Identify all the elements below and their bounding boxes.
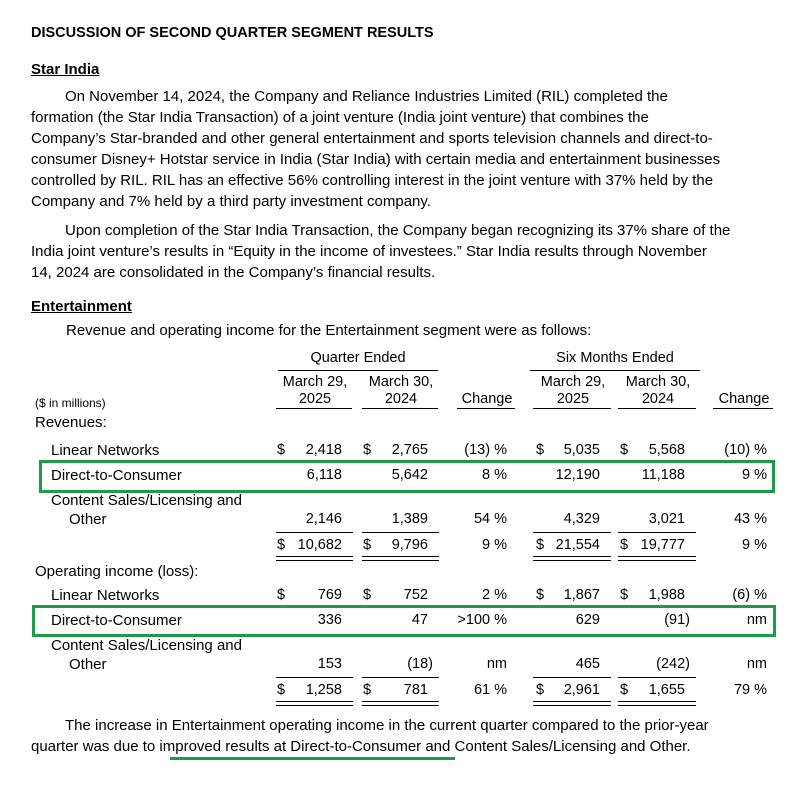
col-header-line: March 29, — [540, 374, 606, 390]
total-cell: 19,777 — [640, 537, 685, 553]
change-cell: 43 % — [733, 511, 767, 527]
total-double-rule — [276, 556, 353, 561]
row-label: Direct-to-Consumer — [51, 467, 182, 484]
subtotal-rule — [618, 532, 696, 533]
value-cell: 629 — [575, 612, 600, 628]
change-cell: nm — [486, 656, 507, 672]
text-line: Upon completion of the Star India Transaction, the Company began recognizing its 37% share of the — [65, 222, 731, 239]
subtotal-rule — [276, 677, 353, 678]
header-underline — [618, 408, 696, 409]
closing-text: quarter was due to — [31, 738, 160, 755]
change-cell: 9 % — [742, 467, 767, 483]
star-india-heading: Star India — [31, 61, 100, 78]
value-cell: 2,146 — [305, 511, 342, 527]
page-title: DISCUSSION OF SECOND QUARTER SEGMENT RESULTS — [31, 25, 434, 41]
units-label: ($ in millions) — [35, 396, 106, 410]
change-cell: >100 % — [457, 612, 507, 628]
revenues-label: Revenues: — [35, 414, 107, 431]
col-header-line: March 29, — [282, 374, 348, 390]
col-header-line: 2024 — [384, 391, 418, 407]
change-cell: nm — [746, 612, 767, 628]
value-cell: 153 — [317, 656, 342, 672]
value-cell: 1,867 — [563, 587, 600, 603]
operating-income-label: Operating income (loss): — [35, 563, 199, 580]
value-cell: 3,021 — [648, 511, 685, 527]
value-cell: 5,568 — [648, 442, 685, 458]
row-label: Linear Networks — [51, 587, 160, 604]
value-cell: (18) — [407, 656, 433, 672]
value-cell: (242) — [656, 656, 690, 672]
total-cell: 1,258 — [305, 682, 342, 698]
col-header-s1 — [533, 374, 613, 408]
text-line: Company’s Star-branded and other general entertainment and sports television channels and direct-to- — [31, 130, 713, 147]
total-cell: 9,796 — [391, 537, 428, 553]
change-cell: nm — [746, 656, 767, 672]
row-label: Content Sales/Licensing and — [51, 492, 242, 509]
total-double-rule — [618, 556, 696, 561]
total-double-rule — [533, 701, 611, 706]
subtotal-rule — [533, 677, 611, 678]
closing-line-1: The increase in Entertainment operating income in the current quarter compared to the prior-year — [65, 717, 709, 734]
change-cell: (10) % — [724, 442, 767, 458]
change-cell: 79 % — [733, 682, 767, 698]
dollar-sign: $ — [363, 682, 372, 698]
subtotal-rule — [362, 532, 439, 533]
highlighted-phrase: improved results at Direct-to-Consumer — [159, 738, 422, 755]
value-cell: 4,329 — [563, 511, 600, 527]
col-header-q1 — [276, 374, 354, 408]
text-line: India joint venture’s results in “Equity in the income of investees.” Star India results through November — [31, 243, 707, 260]
value-cell: 1,389 — [391, 511, 428, 527]
col-header-line: 2024 — [641, 391, 675, 407]
text-line: consumer Disney+ Hotstar service in India (Star India) with certain media and entertainment businesses — [31, 151, 721, 168]
col-header-line: 2025 — [298, 391, 332, 407]
value-cell: 1,988 — [648, 587, 685, 603]
total-cell: 21,554 — [555, 537, 600, 553]
entertainment-heading: Entertainment — [31, 298, 132, 315]
value-cell: 2,765 — [391, 442, 428, 458]
dollar-sign: $ — [363, 587, 372, 603]
subtotal-rule — [533, 532, 611, 533]
subtotal-rule — [618, 677, 696, 678]
value-cell: 2,418 — [305, 442, 342, 458]
col-header-schange: Change — [718, 391, 770, 407]
text-line: 14, 2024 are consolidated in the Company’s financial results. — [31, 264, 436, 281]
total-double-rule — [618, 701, 696, 706]
value-cell: (91) — [664, 612, 690, 628]
total-cell: 781 — [403, 682, 428, 698]
row-label: Other — [69, 511, 107, 528]
total-double-rule — [533, 556, 611, 561]
text-line: On November 14, 2024, the Company and Reliance Industries Limited (RIL) completed the — [65, 88, 668, 105]
dollar-sign: $ — [277, 682, 286, 698]
total-cell: 1,655 — [648, 682, 685, 698]
value-cell: 6,118 — [306, 467, 342, 483]
header-underline — [533, 408, 611, 409]
header-underline — [457, 408, 515, 409]
col-header-qchange: Change — [461, 391, 513, 407]
dollar-sign: $ — [620, 587, 629, 603]
row-label: Linear Networks — [51, 442, 160, 459]
star-india-paragraph-1 — [31, 86, 775, 212]
header-underline — [276, 408, 352, 409]
closing-line-2 — [31, 738, 691, 755]
total-double-rule — [276, 701, 353, 706]
closing-text: and Content Sales/Licensing and Other. — [421, 738, 691, 755]
change-cell: 2 % — [482, 587, 507, 603]
col-header-line: March 30, — [625, 374, 691, 390]
value-cell: 47 — [411, 612, 428, 628]
subtotal-rule — [276, 532, 353, 533]
change-cell: 8 % — [482, 467, 507, 483]
dollar-sign: $ — [277, 587, 286, 603]
total-double-rule — [362, 701, 439, 706]
star-india-paragraph-2 — [31, 220, 775, 283]
dollar-sign: $ — [536, 442, 545, 458]
total-double-rule — [362, 556, 439, 561]
total-cell: 10,682 — [297, 537, 342, 553]
dollar-sign: $ — [363, 537, 372, 553]
value-cell: 5,642 — [391, 467, 428, 483]
value-cell: 769 — [317, 587, 342, 603]
text-line: Company and 7% held by a third party investment company. — [31, 193, 431, 210]
change-cell: 54 % — [473, 511, 507, 527]
change-cell: (6) % — [732, 587, 767, 603]
col-header-line: March 30, — [368, 374, 434, 390]
value-cell: 11,188 — [641, 467, 685, 483]
header-underline — [530, 370, 700, 371]
row-label: Content Sales/Licensing and — [51, 637, 242, 654]
header-underline — [713, 408, 773, 409]
col-header-line: 2025 — [556, 391, 590, 407]
dollar-sign: $ — [536, 587, 545, 603]
value-cell: 752 — [403, 587, 428, 603]
value-cell: 12,190 — [555, 467, 600, 483]
text-line: formation (the Star India Transaction) of a joint venture (India joint venture) that combines the — [31, 109, 649, 126]
dollar-sign: $ — [620, 537, 629, 553]
subtotal-rule — [362, 677, 439, 678]
green-highlight-underline — [170, 757, 455, 760]
dollar-sign: $ — [536, 682, 545, 698]
value-cell: 336 — [317, 612, 342, 628]
six-months-ended-header: Six Months Ended — [556, 350, 674, 366]
header-underline — [278, 370, 438, 371]
col-header-s2 — [618, 374, 698, 408]
change-cell: 9 % — [742, 537, 767, 553]
dollar-sign: $ — [363, 442, 372, 458]
row-label: Direct-to-Consumer — [51, 612, 182, 629]
text-line: controlled by RIL. RIL has an effective 56% controlling interest in the joint venture with 37% held by the — [31, 172, 714, 189]
total-cell: 2,961 — [563, 682, 600, 698]
header-underline — [362, 408, 438, 409]
dollar-sign: $ — [536, 537, 545, 553]
row-label: Other — [69, 656, 107, 673]
change-cell: (13) % — [464, 442, 507, 458]
dollar-sign: $ — [277, 537, 286, 553]
dollar-sign: $ — [620, 682, 629, 698]
change-cell: 9 % — [482, 537, 507, 553]
value-cell: 5,035 — [563, 442, 600, 458]
dollar-sign: $ — [620, 442, 629, 458]
value-cell: 465 — [575, 656, 600, 672]
entertainment-intro: Revenue and operating income for the Entertainment segment were as follows: — [66, 322, 592, 339]
dollar-sign: $ — [277, 442, 286, 458]
col-header-q2 — [362, 374, 440, 408]
change-cell: 61 % — [473, 682, 507, 698]
quarter-ended-header: Quarter Ended — [310, 350, 406, 366]
